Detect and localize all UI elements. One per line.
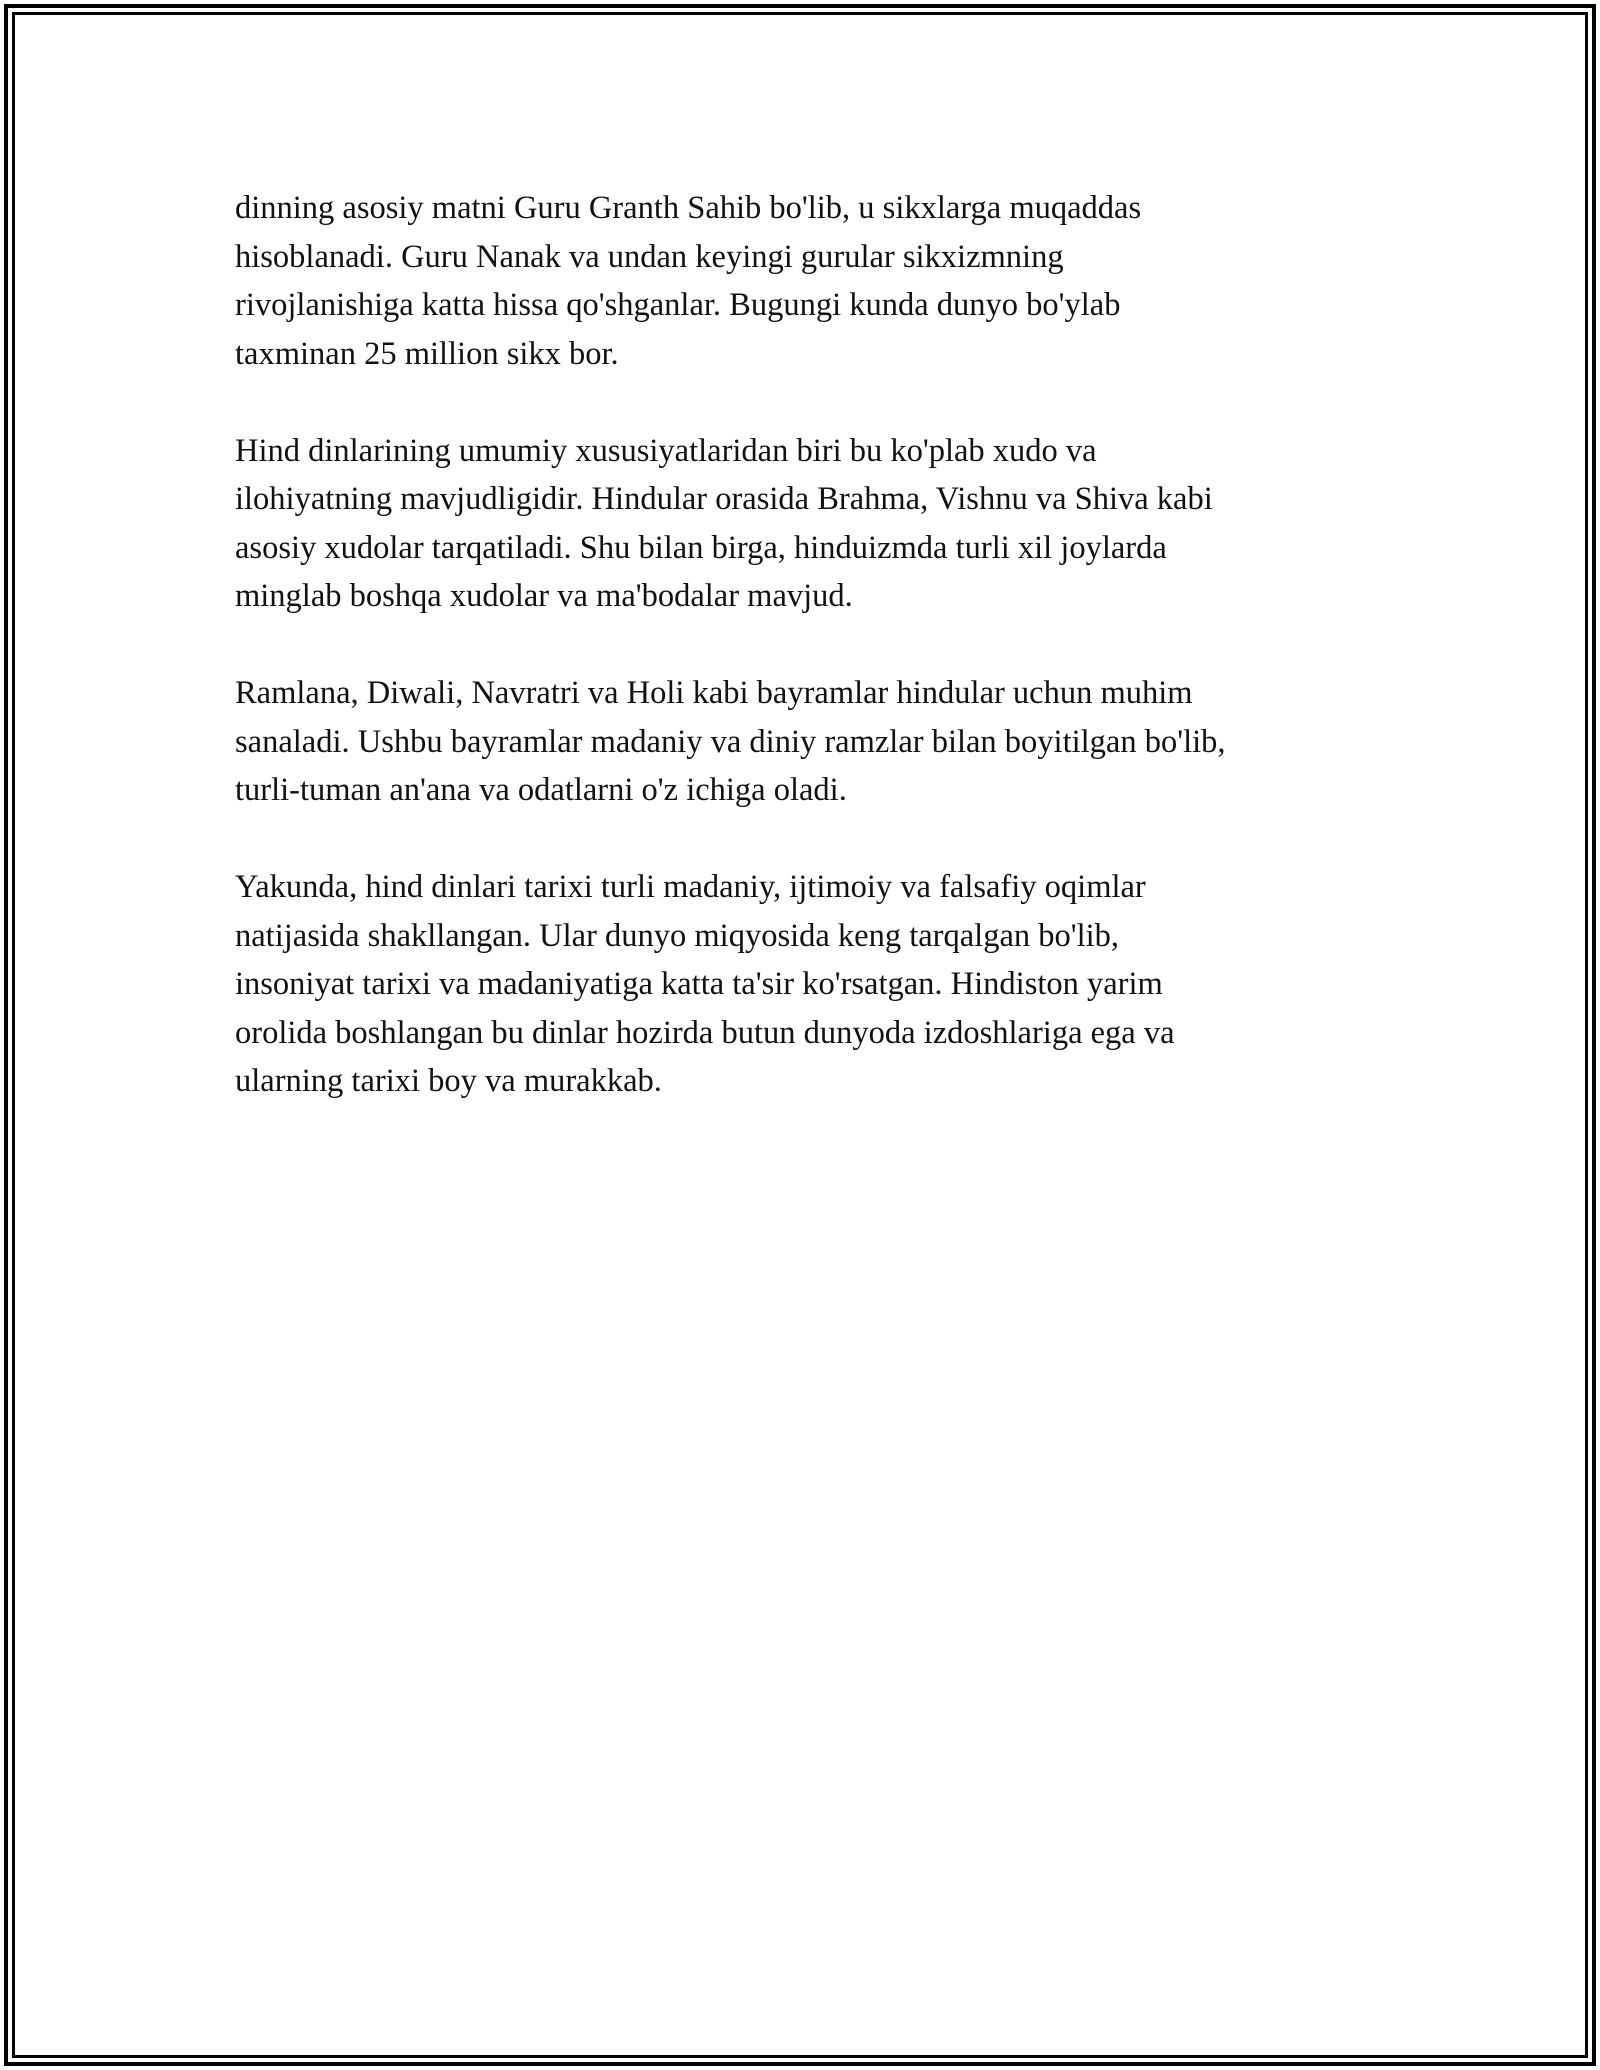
paragraph-4 bbox=[235, 863, 1375, 1106]
text-line: Ramlana, Diwali, Navratri va Holi kabi bayramlar hindular uchun muhim bbox=[235, 675, 1193, 711]
text-line: ularning tarixi boy va murakkab. bbox=[235, 1063, 662, 1099]
text-line: ilohiyatning mavjudligidir. Hindular orasida Brahma, Vishnu va Shiva kabi bbox=[235, 481, 1213, 517]
paragraph-1 bbox=[235, 184, 1375, 378]
text-line: turli-tuman an'ana va odatlarni o'z ichiga oladi. bbox=[235, 772, 847, 808]
text-line: sanaladi. Ushbu bayramlar madaniy va diniy ramzlar bilan boyitilgan bo'lib, bbox=[235, 723, 1226, 760]
text-line: natijasida shakllangan. Ular dunyo miqyosida keng tarqalgan bo'lib, bbox=[235, 917, 1120, 954]
text-line: hisoblanadi. Guru Nanak va undan keyingi gurular sikxizmning bbox=[235, 238, 1064, 275]
text-line: Hind dinlarining umumiy xususiyatlaridan biri bu ko'plab xudo va bbox=[235, 432, 1097, 469]
text-line: minglab boshqa xudolar va ma'bodalar mavjud. bbox=[235, 578, 853, 614]
text-line: taxminan 25 million sikx bor. bbox=[235, 335, 619, 372]
text-line: orolida boshlangan bu dinlar hozirda butun dunyoda izdoshlariga ega va bbox=[235, 1014, 1175, 1051]
document-body bbox=[235, 184, 1375, 1154]
paragraph-2 bbox=[235, 427, 1375, 621]
text-line: dinning asosiy matni Guru Granth Sahib bo'lib, u sikxlarga muqaddas bbox=[235, 190, 1142, 226]
text-line: Yakunda, hind dinlari tarixi turli madaniy, ijtimoiy va falsafiy oqimlar bbox=[235, 869, 1146, 905]
text-line: asosiy xudolar tarqatiladi. Shu bilan birga, hinduizmda turli xil joylarda bbox=[235, 529, 1167, 566]
text-line: insoniyat tarixi va madaniyatiga katta ta'sir ko'rsatgan. Hindiston yarim bbox=[235, 966, 1163, 1002]
text-line: rivojlanishiga katta hissa qo'shganlar. Bugungi kunda dunyo bo'ylab bbox=[235, 287, 1121, 323]
paragraph-3 bbox=[235, 669, 1375, 815]
